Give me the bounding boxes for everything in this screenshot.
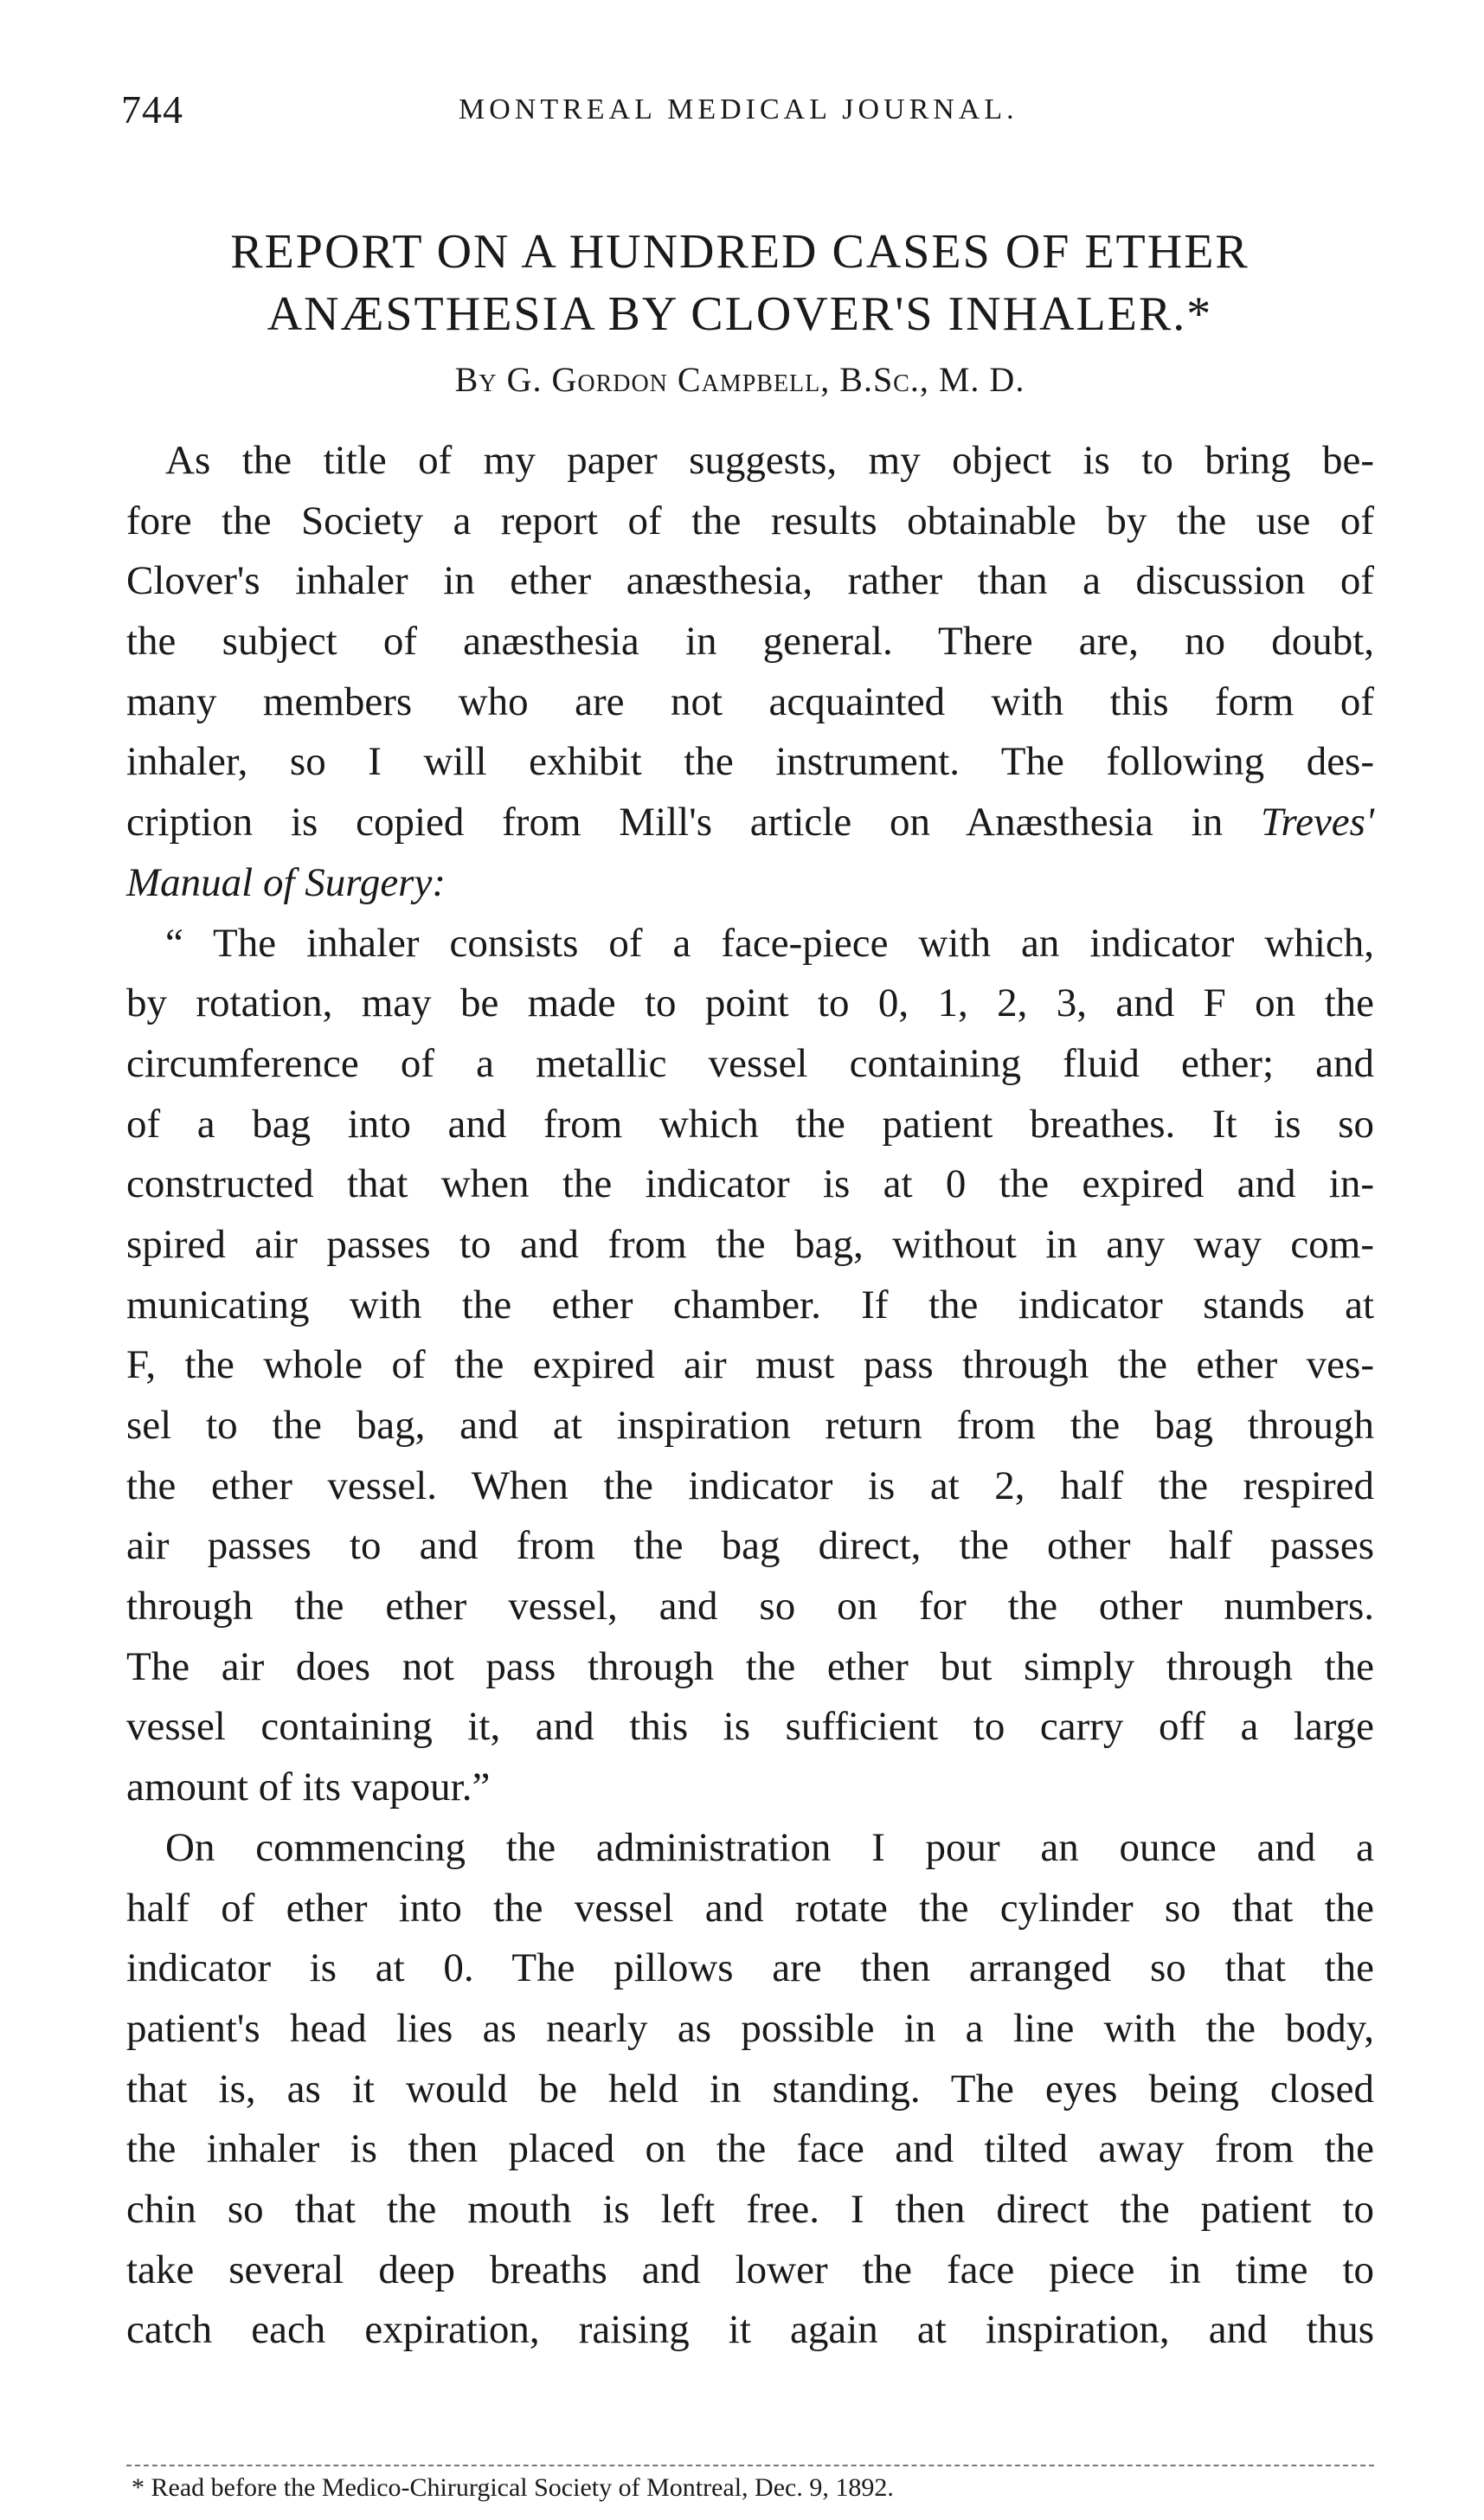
quote-line: by rotation, may be made to point to 0, 1, 2, 3, and F on the <box>126 980 1374 1026</box>
italic-author: Treves' <box>1260 800 1375 845</box>
text-line: take several deep breaths and lower the face piece in time to <box>126 2247 1374 2292</box>
text-line: the subject of anæsthesia in general. There are, no doubt, <box>126 619 1374 665</box>
title-line-2: ANÆSTHESIA BY CLOVER'S INHALER.* <box>267 287 1213 341</box>
quote-line: amount of its vapour.” <box>126 1765 491 1810</box>
quote-line: constructed that when the indicator is at 0 the expired and in- <box>126 1161 1374 1207</box>
quote-line: through the ether vessel, and so on for the other numbers. <box>126 1584 1374 1630</box>
quote-line: F, the whole of the expired air must pass through the ether ves- <box>126 1342 1374 1388</box>
text-line: inhaler, so I will exhibit the instrument. The following des- <box>126 739 1374 785</box>
quote-line: The air does not pass through the ether but simply through the <box>126 1643 1374 1689</box>
quote-line: of a bag into and from which the patient breathes. It is so <box>126 1101 1374 1147</box>
footnote: * Read before the Medico-Chirurgical Society of Montreal, Dec. 9, 1892. <box>132 2473 894 2502</box>
text-line: On commencing the administration I pour an ounce and a <box>165 1824 1374 1870</box>
footnote-divider <box>126 2465 1374 2466</box>
quote-line: circumference of a metallic vessel containing fluid ether; and <box>126 1040 1374 1086</box>
article-body <box>126 431 1374 2361</box>
text-line: Clover's inhaler in ether anæsthesia, rather than a discussion of <box>126 558 1374 604</box>
text-line: catch each expiration, raising it again at inspiration, and thus <box>126 2307 1374 2353</box>
quote-line: vessel containing it, and this is sufficient to carry off a large <box>126 1704 1374 1750</box>
text-line: fore the Society a report of the results obtainable by the use of <box>126 498 1374 543</box>
text-line: As the title of my paper suggests, my object is to bring be- <box>165 438 1374 483</box>
quote-line: sel to the bag, and at inspiration return from the bag through <box>126 1403 1374 1448</box>
text-line: the inhaler is then placed on the face and tilted away from the <box>126 2126 1374 2172</box>
title-line-1: REPORT ON A HUNDRED CASES OF ETHER <box>230 225 1250 279</box>
quote-line: “ The inhaler consists of a face-piece with an indicator which, <box>165 920 1374 966</box>
quote-line: municating with the ether chamber. If the indicator stands at <box>126 1282 1374 1328</box>
text-line-with-italic <box>126 793 1374 853</box>
quote-line: the ether vessel. When the indicator is at 2, half the respired <box>126 1462 1374 1508</box>
text-line: chin so that the mouth is left free. I then direct the patient to <box>126 2186 1374 2232</box>
article-title <box>121 221 1359 345</box>
quote-line: air passes to and from the bag direct, the other half passes <box>126 1523 1374 1569</box>
text-line: half of ether into the vessel and rotate the cylinder so that the <box>126 1885 1374 1931</box>
text-line: that is, as it would be held in standing. The eyes being closed <box>126 2066 1374 2112</box>
author-byline: By G. Gordon Campbell, B.Sc., M. D. <box>454 360 1025 399</box>
text-line: many members who are not acquainted with this form of <box>126 678 1374 724</box>
text-line: indicator is at 0. The pillows are then arranged so that the <box>126 1945 1374 1991</box>
text-segment: cription is copied from Mill's article on Anæsthesia in <box>126 800 1224 845</box>
page-number: 744 <box>121 87 183 132</box>
quote-line: spired air passes to and from the bag, without in any way com- <box>126 1221 1374 1267</box>
book-title-line: Manual of Surgery: <box>126 859 446 905</box>
running-head <box>121 87 1359 138</box>
text-line: patient's head lies as nearly as possible in a line with the body, <box>126 2005 1374 2051</box>
journal-title: MONTREAL MEDICAL JOURNAL. <box>459 93 1018 125</box>
